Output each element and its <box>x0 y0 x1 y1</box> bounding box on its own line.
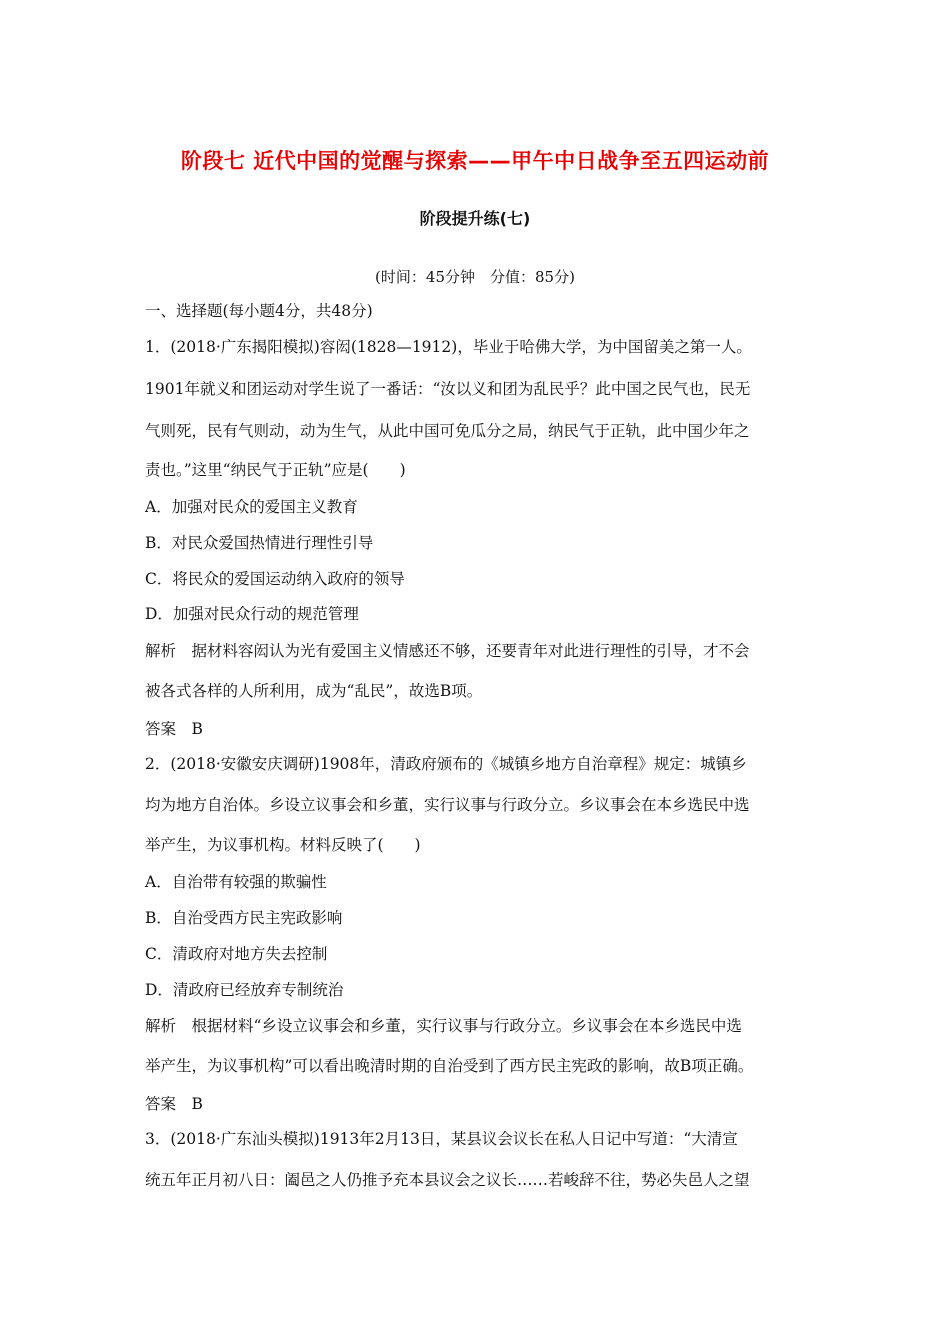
q2-option-c: C．清政府对地方失去控制 <box>145 945 328 963</box>
q1-stem-line: 气则死，民有气则动，动为生气，从此中国可免瓜分之局，纳民气于正轨，此中国少年之 <box>145 422 750 440</box>
q2-option-b: B．自治受西方民主宪政影响 <box>145 909 343 927</box>
q2-analysis-line: 举产生，为议事机构”可以看出晚清时期的自治受到了西方民主宪政的影响，故B项正确。 <box>145 1057 754 1075</box>
q2-analysis-line: 解析 根据材料“乡设立议事会和乡董，实行议事与行政分立。乡议事会在本乡选民中选 <box>145 1017 742 1035</box>
section-heading: 一、选择题(每小题4分，共48分) <box>145 302 373 320</box>
q1-option-c: C．将民众的爱国运动纳入政府的领导 <box>145 570 405 588</box>
q2-stem-line: 2．(2018·安徽安庆调研)1908年，清政府颁布的《城镇乡地方自治章程》规定：城镇乡 <box>145 755 747 773</box>
q1-analysis-line: 被各式各样的人所利用，成为“乱民”，故选B项。 <box>145 682 483 700</box>
q3-stem-line: 统五年正月初八日：阖邑之人仍推予充本县议会之议长……若峻辞不往，势必失邑人之望 <box>145 1171 750 1189</box>
q1-answer: 答案 B <box>145 720 203 738</box>
q2-stem-line: 举产生，为议事机构。材料反映了( ) <box>145 836 421 854</box>
document-title: 阶段七 近代中国的觉醒与探索——甲午中日战争至五四运动前 <box>180 149 770 173</box>
q1-stem-line: 责也。”这里“纳民气于正轨”应是( ) <box>145 461 406 479</box>
q1-stem-line: 1．(2018·广东揭阳模拟)容闳(1828—1912)，毕业于哈佛大学，为中国留美之第一人。 <box>145 338 752 356</box>
exam-meta: (时间：45分钟 分值：85分) <box>375 268 575 286</box>
q1-option-b: B．对民众爱国热情进行理性引导 <box>145 534 374 552</box>
q1-analysis-line: 解析 据材料容闳认为光有爱国主义情感还不够，还要青年对此进行理性的引导，才不会 <box>145 642 750 660</box>
q1-option-a: A．加强对民众的爱国主义教育 <box>145 498 358 516</box>
q2-option-a: A．自治带有较强的欺骗性 <box>145 873 327 891</box>
q3-stem-line: 3．(2018·广东汕头模拟)1913年2月13日，某县议会议长在私人日记中写道：“大清宣 <box>145 1130 738 1148</box>
q1-option-d: D．加强对民众行动的规范管理 <box>145 605 359 623</box>
q2-answer: 答案 B <box>145 1095 203 1113</box>
q2-option-d: D．清政府已经放弃专制统治 <box>145 981 344 999</box>
document-subtitle: 阶段提升练(七) <box>419 209 531 228</box>
q1-stem-line: 1901年就义和团运动对学生说了一番话：“汝以义和团为乱民乎？此中国之民气也，民无 <box>145 380 751 398</box>
q2-stem-line: 均为地方自治体。乡设立议事会和乡董，实行议事与行政分立。乡议事会在本乡选民中选 <box>145 796 750 814</box>
